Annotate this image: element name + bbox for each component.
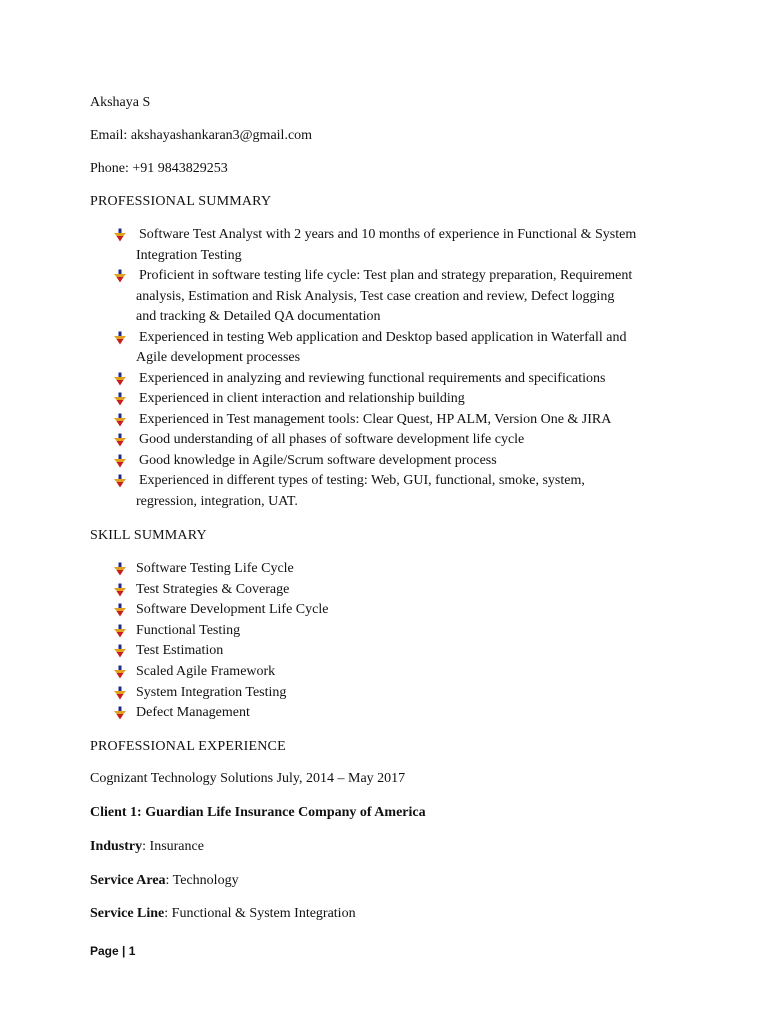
summary-item xyxy=(113,369,683,390)
arrow-bullet-icon xyxy=(113,269,127,283)
service-area-value: : Technology xyxy=(165,873,239,888)
skill-summary-heading: SKILL SUMMARY xyxy=(90,528,207,543)
skill-item xyxy=(113,600,683,621)
skill-item-label: Test Strategies & Coverage xyxy=(136,581,290,597)
arrow-bullet-icon xyxy=(113,474,127,488)
arrow-bullet-icon xyxy=(113,603,127,617)
arrow-bullet-icon xyxy=(113,665,127,679)
summary-item xyxy=(113,266,683,328)
client-line: Client 1: Guardian Life Insurance Company of America xyxy=(90,805,426,820)
arrow-bullet-icon xyxy=(113,392,127,406)
summary-item-line: Good understanding of all phases of software development life cycle xyxy=(139,432,525,447)
summary-item-line: Experienced in analyzing and reviewing functional requirements and specifications xyxy=(139,370,606,386)
phone-line: Phone: +91 9843829253 xyxy=(90,161,228,176)
skill-item-label: Software Testing Life Cycle xyxy=(136,561,294,576)
summary-item-line: Experienced in client interaction and relationship building xyxy=(139,391,465,406)
skill-item-label: Defect Management xyxy=(136,705,250,721)
arrow-bullet-icon xyxy=(113,624,127,638)
skill-item xyxy=(113,641,683,662)
summary-item-line: Software Test Analyst with 2 years and 10 months of experience in Functional & System xyxy=(139,227,637,242)
summary-item-line: Proficient in software testing life cycle: Test plan and strategy preparation, Requirement xyxy=(139,268,633,283)
summary-item xyxy=(113,430,683,451)
industry-label: Industry xyxy=(90,839,143,854)
email-line: Email: akshayashankaran3@gmail.com xyxy=(90,128,313,143)
summary-item-line: Experienced in testing Web application and Desktop based application in Waterfall and xyxy=(139,329,627,345)
skill-item-label: Functional Testing xyxy=(136,622,241,638)
summary-item-line: Good knowledge in Agile/Scrum software development process xyxy=(139,452,497,468)
summary-item-line: regression, integration, UAT. xyxy=(136,493,298,509)
service-area-label: Service Area xyxy=(90,873,166,888)
arrow-bullet-icon xyxy=(113,583,127,597)
arrow-bullet-icon xyxy=(113,686,127,700)
arrow-bullet-icon xyxy=(113,413,127,427)
service-line-line xyxy=(90,905,356,922)
summary-item xyxy=(113,389,683,410)
professional-summary-heading: PROFESSIONAL SUMMARY xyxy=(90,194,272,209)
industry-value: : Insurance xyxy=(142,839,204,854)
industry-line xyxy=(90,838,204,855)
candidate-name: Akshaya S xyxy=(90,95,151,110)
arrow-bullet-icon xyxy=(113,706,127,720)
service-area-line xyxy=(90,872,239,889)
summary-item xyxy=(113,225,683,266)
summary-item xyxy=(113,471,683,512)
skill-item xyxy=(113,683,683,704)
skill-item xyxy=(113,580,683,601)
professional-summary-list xyxy=(113,225,683,512)
skill-item-label: Scaled Agile Framework xyxy=(136,663,276,679)
arrow-bullet-icon xyxy=(113,644,127,658)
summary-item-line: analysis, Estimation and Risk Analysis, Test case creation and review, Defect logging xyxy=(136,288,615,304)
summary-item-line: and tracking & Detailed QA documentation xyxy=(136,309,381,324)
summary-item xyxy=(113,328,683,369)
arrow-bullet-icon xyxy=(113,454,127,468)
skill-item xyxy=(113,703,683,724)
skill-item xyxy=(113,559,683,580)
arrow-bullet-icon xyxy=(113,228,127,242)
summary-item xyxy=(113,451,683,472)
service-line-value: : Functional & System Integration xyxy=(164,906,356,921)
service-line-label: Service Line xyxy=(90,906,165,921)
summary-item-line: Integration Testing xyxy=(136,247,242,263)
summary-item-line: Experienced in Test management tools: Clear Quest, HP ALM, Version One & JIRA xyxy=(139,411,612,427)
arrow-bullet-icon xyxy=(113,331,127,345)
summary-item-line: Experienced in different types of testing: Web, GUI, functional, smoke, system, xyxy=(139,473,585,488)
arrow-bullet-icon xyxy=(113,562,127,576)
company-line: Cognizant Technology Solutions July, 2014 – May 2017 xyxy=(90,771,406,786)
page-number-footer: Page | 1 xyxy=(90,944,136,958)
skill-item-label: System Integration Testing xyxy=(136,684,287,700)
professional-experience-heading: PROFESSIONAL EXPERIENCE xyxy=(90,739,286,754)
skill-item-label: Software Development Life Cycle xyxy=(136,602,329,618)
summary-item xyxy=(113,410,683,431)
arrow-bullet-icon xyxy=(113,372,127,386)
skill-item-label: Test Estimation xyxy=(136,643,224,659)
skill-summary-list xyxy=(113,559,683,724)
summary-item-line: Agile development processes xyxy=(136,350,301,365)
skill-item xyxy=(113,662,683,683)
arrow-bullet-icon xyxy=(113,433,127,447)
skill-item xyxy=(113,621,683,642)
